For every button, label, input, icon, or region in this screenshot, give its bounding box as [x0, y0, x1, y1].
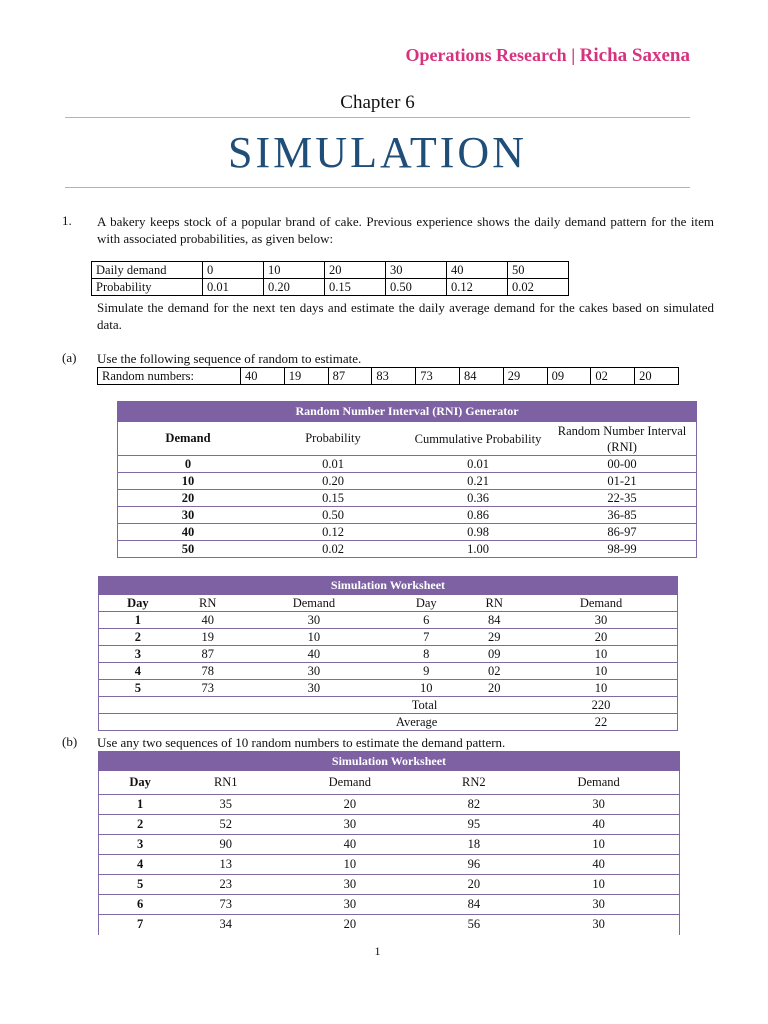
bottom-rule: [65, 187, 690, 188]
column-header: Random Number Interval (RNI): [548, 422, 697, 456]
page-number: 1: [374, 944, 381, 958]
table-row: [99, 629, 678, 646]
table-cell: 29: [463, 629, 525, 646]
table-cell: 40: [239, 646, 390, 663]
table-row: [99, 612, 678, 629]
table-cell: 1: [99, 612, 177, 629]
table-caption: Simulation Worksheet: [99, 577, 678, 595]
table-cell: 09: [463, 646, 525, 663]
table-cell: 20: [525, 629, 677, 646]
table-cell: 23: [181, 875, 270, 895]
table-row: [99, 795, 680, 815]
table-cell: 10: [270, 855, 429, 875]
row-label: Random numbers:: [98, 368, 241, 385]
table-cell: 84: [463, 612, 525, 629]
simulation-worksheet-a: [98, 576, 678, 731]
table-cell: 52: [181, 815, 270, 835]
total-label: Total: [99, 697, 464, 714]
table-cell: 6: [389, 612, 463, 629]
table-cell: 29: [503, 368, 547, 385]
table-cell: 0.50: [386, 279, 447, 296]
table-cell: 50: [118, 541, 259, 558]
table-cell: 0.15: [258, 490, 408, 507]
column-header: RN2: [429, 771, 518, 795]
table-cell: 13: [181, 855, 270, 875]
page-title: SIMULATION: [228, 128, 527, 177]
table-cell: 10: [525, 680, 677, 697]
table-caption: Simulation Worksheet: [99, 752, 680, 771]
table-row: [118, 490, 697, 507]
table-cell: 40: [518, 855, 679, 875]
table-row: [99, 663, 678, 680]
table-cell: 40: [518, 815, 679, 835]
table-cell: 19: [284, 368, 328, 385]
table-cell: 01-21: [548, 473, 697, 490]
table-cell: 10: [389, 680, 463, 697]
top-rule: [65, 117, 690, 118]
table-row: [118, 473, 697, 490]
table-cell: 83: [372, 368, 416, 385]
table-cell: 0.20: [258, 473, 408, 490]
column-header: Demand: [518, 771, 679, 795]
table-cell: 20: [463, 680, 525, 697]
table-cell: 78: [177, 663, 239, 680]
table-cell: 0.12: [258, 524, 408, 541]
table-cell: 98-99: [548, 541, 697, 558]
table-cell: 30: [518, 795, 679, 815]
table-cell: 87: [328, 368, 372, 385]
table-cell: 56: [467, 917, 481, 932]
table-cell: 20: [429, 875, 518, 895]
column-header: Demand: [239, 595, 390, 612]
table-cell: 35: [181, 795, 270, 815]
table-cell: 20: [343, 917, 357, 932]
table-cell: 30: [525, 612, 677, 629]
table-cell: 22-35: [548, 490, 697, 507]
table-cell: 10: [525, 663, 677, 680]
table-header-row: [99, 595, 678, 612]
column-header: Cummulative Probability: [408, 422, 548, 456]
table-cell: 20: [118, 490, 259, 507]
table-cell: 0.98: [408, 524, 548, 541]
table-cell: 0.21: [408, 473, 548, 490]
table-cell: 30: [386, 262, 447, 279]
part-a-label: (a): [62, 350, 77, 365]
table-row: [118, 524, 697, 541]
table-cell: 1: [99, 795, 182, 815]
table-cell: 86-97: [548, 524, 697, 541]
table-cell: 10: [239, 629, 390, 646]
part-a-text: Use the following sequence of random to estimate.: [97, 351, 362, 366]
table-cell: 50: [508, 262, 569, 279]
table-cell: 0.01: [408, 456, 548, 473]
table-cell: 6: [99, 895, 182, 915]
table-cell: 20: [325, 262, 386, 279]
table-cell: 30: [239, 680, 390, 697]
table-cell: 3: [99, 646, 177, 663]
table-cell: 00-00: [548, 456, 697, 473]
table-cell: 0.01: [203, 279, 264, 296]
table-cell: 0.86: [408, 507, 548, 524]
table-cell: 0.15: [325, 279, 386, 296]
rni-generator-table: [117, 401, 697, 558]
table-cell: 7: [137, 917, 144, 932]
table-row: [118, 456, 697, 473]
table-cell: 7: [389, 629, 463, 646]
table-cell: 30: [239, 663, 390, 680]
table-cell: 40: [118, 524, 259, 541]
column-header: Day: [99, 595, 177, 612]
table-cell: 10: [525, 646, 677, 663]
table-cell: 96: [429, 855, 518, 875]
table-cell: 73: [177, 680, 239, 697]
random-numbers-table: [97, 367, 679, 385]
table-cell: 30: [518, 895, 679, 915]
column-header: RN1: [181, 771, 270, 795]
table-cell: 30: [118, 507, 259, 524]
table-cell: 8: [389, 646, 463, 663]
table-cell: 10: [264, 262, 325, 279]
column-header: Demand: [525, 595, 677, 612]
table-cell: 0: [118, 456, 259, 473]
table-cell: 95: [429, 815, 518, 835]
average-label: Average: [99, 714, 464, 731]
table-cell: 0.12: [447, 279, 508, 296]
table-cell: 30: [592, 917, 605, 932]
table-cell: 87: [177, 646, 239, 663]
table-cell: 30: [270, 875, 429, 895]
table-row: [99, 680, 678, 697]
table-cell: 2: [99, 815, 182, 835]
table-cell: 5: [99, 680, 177, 697]
table-cell: 1.00: [408, 541, 548, 558]
table-cell: 9: [389, 663, 463, 680]
table-cell: 40: [177, 612, 239, 629]
table-row: [99, 915, 680, 935]
table-cell: 0.02: [258, 541, 408, 558]
table-row: [99, 875, 680, 895]
table-cell: 10: [518, 875, 679, 895]
course-title: Operations Research |: [405, 45, 580, 65]
column-header: RN: [177, 595, 239, 612]
average-value: 22: [525, 714, 677, 731]
column-header: RN: [463, 595, 525, 612]
table-cell: 84: [459, 368, 503, 385]
part-b-text: Use any two sequences of 10 random numbers to estimate the demand pattern.: [97, 735, 506, 750]
table-cell: 3: [99, 835, 182, 855]
question-number: 1.: [62, 213, 72, 228]
column-header: Probability: [258, 422, 408, 456]
row-label: Probability: [92, 279, 203, 296]
table-cell: 0.01: [258, 456, 408, 473]
table-cell: 30: [239, 612, 390, 629]
column-header: Demand: [118, 422, 259, 456]
table-cell: 90: [181, 835, 270, 855]
table-cell: 0.02: [508, 279, 569, 296]
random-numbers-row: [98, 368, 679, 385]
column-header: Day: [99, 771, 182, 795]
table-cell: 0.20: [264, 279, 325, 296]
table-cell: 18: [429, 835, 518, 855]
table-cell: 40: [447, 262, 508, 279]
total-value: 220: [525, 697, 677, 714]
table-cell: 4: [99, 855, 182, 875]
table-cell: 0.36: [408, 490, 548, 507]
demand-probability-table: [91, 261, 569, 296]
table-row: [99, 855, 680, 875]
author-name: Richa Saxena: [579, 45, 690, 66]
table-cell: 40: [241, 368, 285, 385]
table-cell: 10: [118, 473, 259, 490]
table-cell: 73: [416, 368, 460, 385]
simulation-worksheet-b: [98, 751, 680, 935]
running-header: [406, 45, 690, 67]
row-label: Daily demand: [92, 262, 203, 279]
table-cell: 40: [270, 835, 429, 855]
question-text: A bakery keeps stock of a popular brand of cake. Previous experience shows the daily demand pattern for the item with associated probabilities, as given below:: [97, 214, 714, 246]
table-header-row: [99, 771, 680, 795]
table-cell: 36-85: [548, 507, 697, 524]
table-row: [99, 646, 678, 663]
table-cell: 0: [203, 262, 264, 279]
table-cell: 19: [177, 629, 239, 646]
table-row: [118, 507, 697, 524]
table-row: [99, 815, 680, 835]
table-cell: 0.50: [258, 507, 408, 524]
table-cell: 34: [219, 917, 232, 932]
column-header: Day: [389, 595, 463, 612]
table-cell: 84: [429, 895, 518, 915]
table-cell: 10: [518, 835, 679, 855]
table-cell: 82: [429, 795, 518, 815]
table-cell: 5: [99, 875, 182, 895]
instruction-text: Simulate the demand for the next ten days and estimate the daily average demand for the cakes based on simulated data.: [97, 300, 714, 332]
table-cell: 20: [270, 795, 429, 815]
table-cell: 02: [591, 368, 635, 385]
table-cell: 20: [635, 368, 679, 385]
table-row: [99, 895, 680, 915]
table-cell: 2: [99, 629, 177, 646]
table-cell: 73: [181, 895, 270, 915]
probability-row: [92, 279, 569, 296]
column-header: Demand: [270, 771, 429, 795]
part-b-label: (b): [62, 734, 78, 749]
table-row: [99, 835, 680, 855]
table-cell: 30: [270, 895, 429, 915]
table-cell: 09: [547, 368, 591, 385]
daily-demand-row: [92, 262, 569, 279]
table-cell: 30: [270, 815, 429, 835]
chapter-label: Chapter 6: [340, 92, 415, 113]
total-row: [99, 697, 678, 714]
table-cell: 02: [463, 663, 525, 680]
table-row: [118, 541, 697, 558]
table-cell: 4: [99, 663, 177, 680]
average-row: [99, 714, 678, 731]
table-header-row: [118, 422, 697, 456]
table-caption: Random Number Interval (RNI) Generator: [118, 402, 697, 422]
